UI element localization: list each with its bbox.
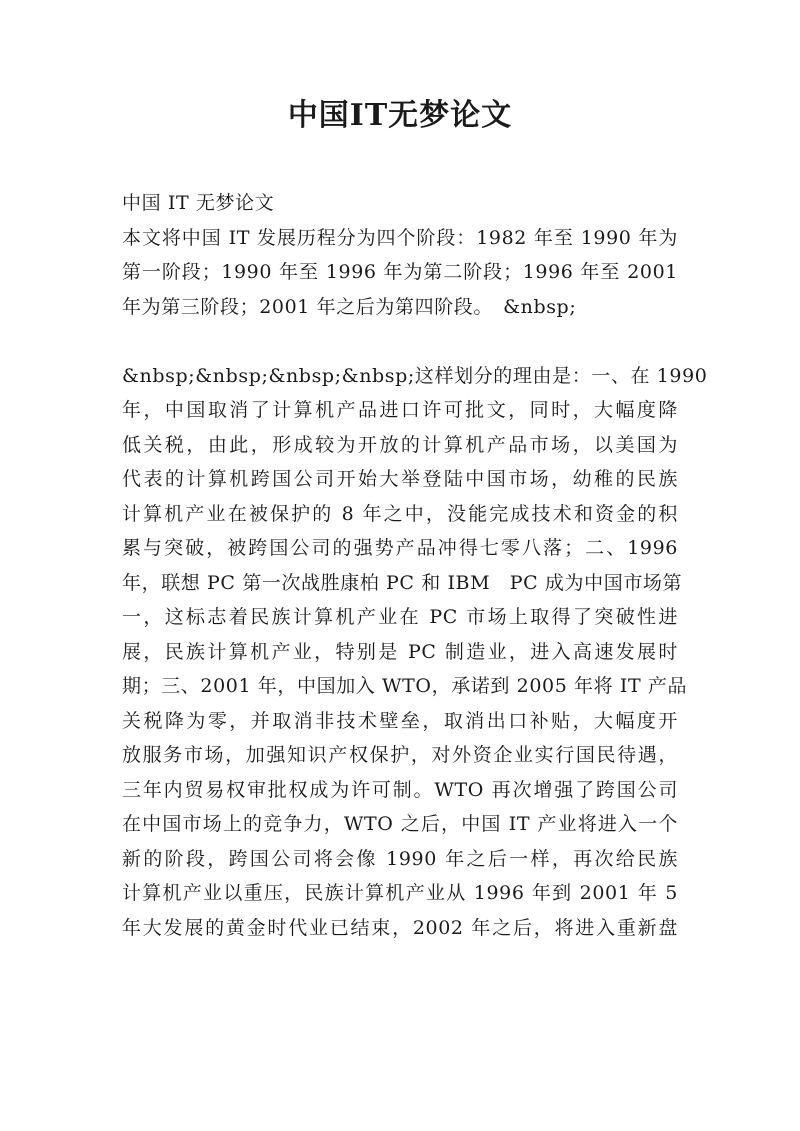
body-line: 计算机产业以重压，民族计算机产业从 1996 年到 2001 年 5 — [122, 882, 678, 904]
body-line: 三年内贸易权审批权成为许可制。WTO 再次增强了跨国公司 — [122, 778, 678, 801]
body-line: &nbsp;&nbsp;&nbsp;&nbsp;这样划分的理由是：一、在 1990 — [122, 364, 708, 387]
body-line: 一，这标志着民族计算机产业在 PC 市场上取得了突破性进 — [122, 606, 678, 628]
body-line: 年大发展的黄金时代业已结束，2002 年之后，将进入重新盘 — [122, 916, 678, 939]
body-line: 在中国市场上的竞争力，WTO 之后，中国 IT 产业将进入一个 — [122, 813, 678, 835]
body-line: 期；三、2001 年，中国加入 WTO，承诺到 2005 年将 IT 产品 — [122, 675, 688, 697]
paragraph-gap — [122, 324, 678, 359]
body-line: 关税降为零，并取消非技术壁垒，取消出口补贴，大幅度开 — [122, 709, 678, 732]
body-line: 展，民族计算机产业，特别是 PC 制造业，进入高速发展时 — [122, 640, 678, 663]
body-line: 本文将中国 IT 发展历程分为四个阶段：1982 年至 1990 年为 — [122, 226, 678, 249]
body-line: 第一阶段；1990 年至 1996 年为第二阶段；1996 年至 2001 — [122, 261, 678, 283]
document-title: 中国IT无梦论文 — [287, 98, 513, 133]
body-line: 累与突破，被跨国公司的强势产品冲得七零八落；二、1996 — [122, 537, 678, 559]
body-line: 年，中国取消了计算机产品进口许可批文，同时，大幅度降 — [122, 399, 678, 421]
body-line: 新的阶段，跨国公司将会像 1990 年之后一样，再次给民族 — [122, 847, 678, 870]
body-line: 放服务市场，加强知识产权保护，对外资企业实行国民待遇， — [122, 744, 678, 766]
body-line: 年，联想 PC 第一次战胜康柏 PC 和 IBM PC 成为中国市场第 — [122, 571, 683, 594]
body-line: 中国 IT 无梦论文 — [122, 192, 275, 214]
body-line: 年为第三阶段；2001 年之后为第四阶段。 &nbsp; — [122, 295, 577, 318]
document-body — [122, 186, 708, 945]
body-line: 代表的计算机跨国公司开始大举登陆中国市场，幼稚的民族 — [122, 468, 678, 490]
body-line: 计算机产业在被保护的 8 年之中，没能完成技术和资金的积 — [122, 502, 678, 525]
body-line: 低关税，由此，形成较为开放的计算机产品市场，以美国为 — [122, 433, 678, 456]
